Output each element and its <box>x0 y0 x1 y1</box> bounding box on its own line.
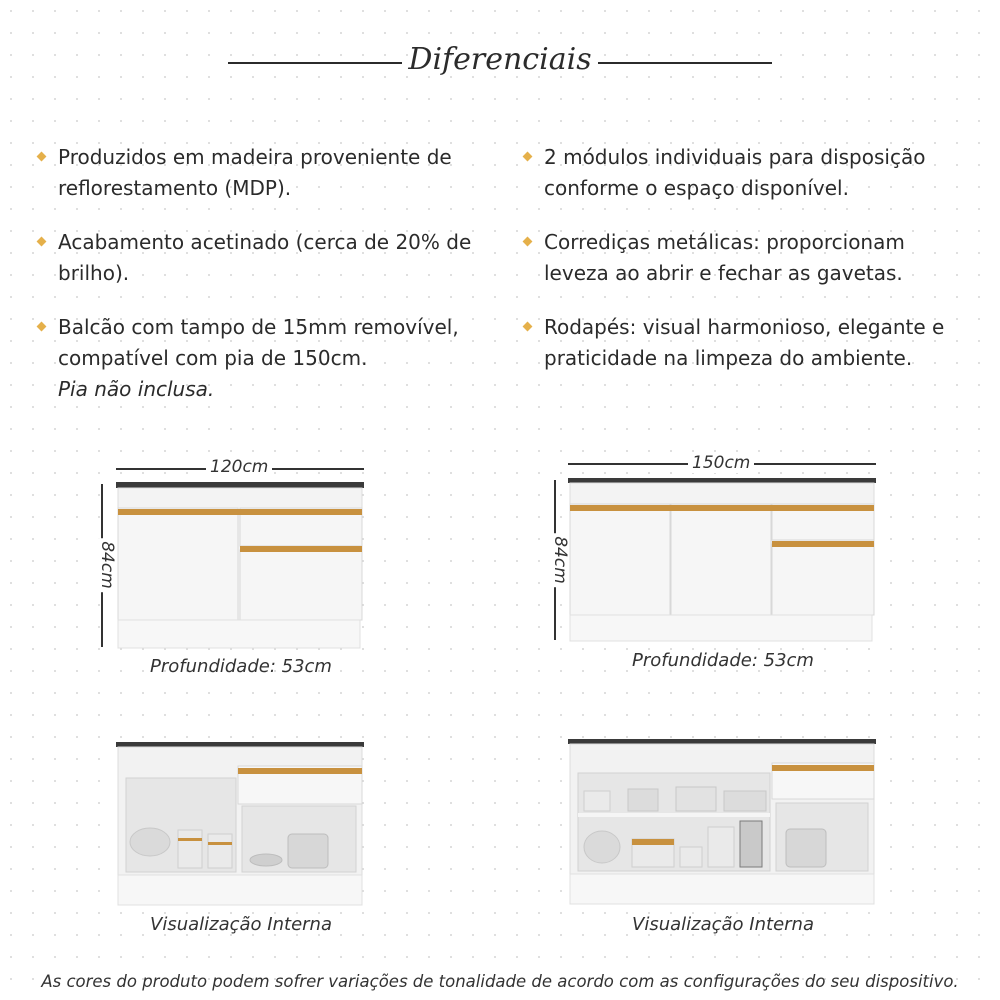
diamond-bullet-icon <box>523 237 533 247</box>
diamond-bullet-icon <box>37 237 47 247</box>
feature-text: Produzidos em madeira proveniente de reflorestamento (MDP). <box>58 145 452 200</box>
feature-text: 2 módulos individuais para disposição conforme o espaço disponível. <box>544 145 926 200</box>
section-header <box>0 40 1000 84</box>
feature-list-left <box>36 142 496 428</box>
height-label: 84cm <box>97 538 117 592</box>
feature-text: Acabamento acetinado (cerca de 20% de brilho). <box>58 230 472 285</box>
title-rule-right <box>598 62 772 64</box>
width-label: 150cm <box>688 453 754 473</box>
diamond-bullet-icon <box>523 322 533 332</box>
feature-item <box>36 227 496 289</box>
diamond-bullet-icon <box>37 152 47 162</box>
feature-item <box>522 142 972 204</box>
cabinet-small-front-image <box>116 482 364 650</box>
feature-item <box>522 227 972 289</box>
cabinet-large-front-image <box>568 478 876 643</box>
feature-text: Rodapés: visual harmonioso, elegante e praticidade na limpeza do ambiente. <box>544 315 945 370</box>
feature-list-right <box>522 142 972 397</box>
feature-note: Pia não inclusa. <box>58 377 215 401</box>
feature-item <box>522 312 972 374</box>
depth-label: Profundidade: 53cm <box>632 650 814 671</box>
diamond-bullet-icon <box>523 152 533 162</box>
page-title: Diferenciais <box>408 42 592 77</box>
footer-disclaimer: As cores do produto podem sofrer variações de tonalidade de acordo com as configurações do seu dispositivo. <box>41 972 959 991</box>
height-label: 84cm <box>550 533 570 587</box>
depth-label: Profundidade: 53cm <box>150 656 332 677</box>
cabinet-large-interior-image <box>568 739 876 905</box>
interior-caption: Visualização Interna <box>632 914 814 935</box>
interior-caption: Visualização Interna <box>150 914 332 935</box>
feature-item <box>36 142 496 204</box>
feature-text: Balcão com tampo de 15mm removível, compatível com pia de 150cm. <box>58 315 459 370</box>
width-label: 120cm <box>206 457 272 477</box>
feature-item <box>36 312 496 405</box>
diamond-bullet-icon <box>37 322 47 332</box>
cabinet-small-interior-image <box>116 742 364 906</box>
feature-text: Corrediças metálicas: proporcionam leveza ao abrir e fechar as gavetas. <box>544 230 905 285</box>
